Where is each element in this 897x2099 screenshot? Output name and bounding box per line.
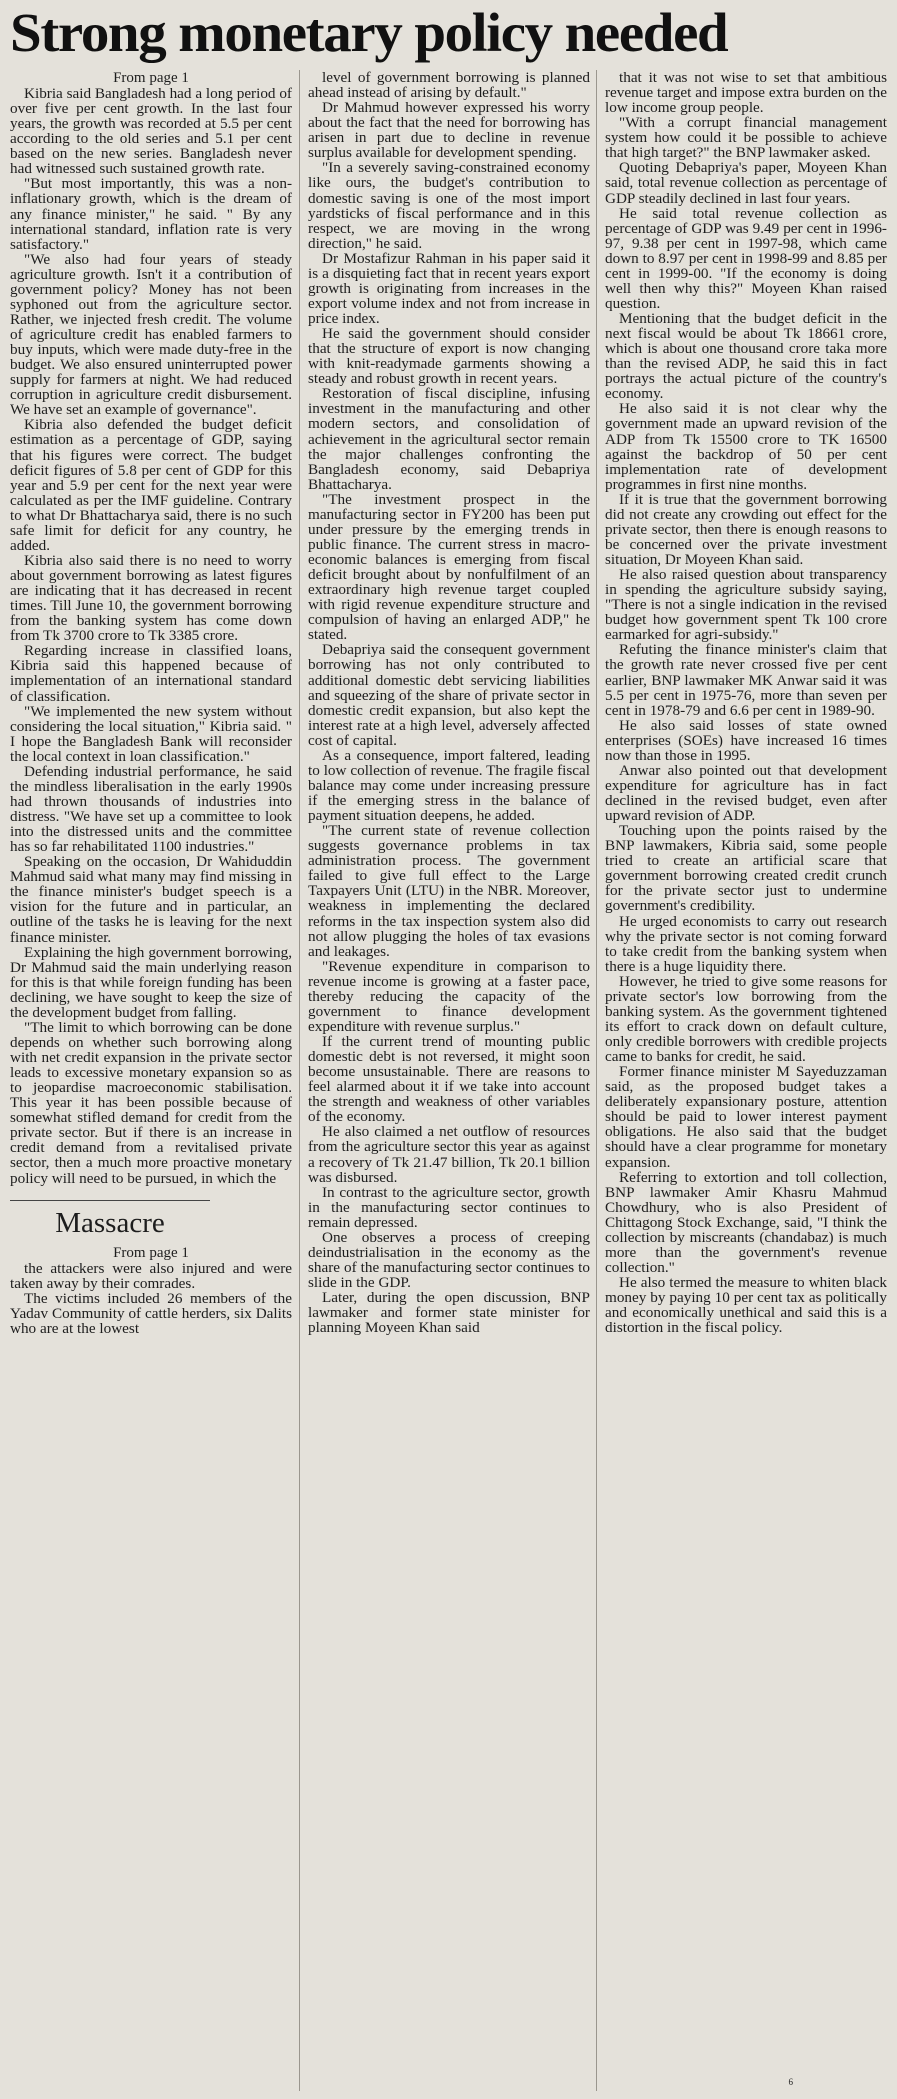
article-columns xyxy=(8,70,889,2091)
page-number: 6 xyxy=(788,2077,793,2087)
paragraph: Dr Mostafizur Rahman in his paper said it is a disquieting fact that in recent years export growth is originating from increases in the export volume index and not from increase in price index. xyxy=(308,249,590,327)
paragraph: Touching upon the points raised by the BNP lawmakers, Kibria said, some people tried to create an artificial scare that government borrowing created credit crunch for the private sector just to undermine government's credibility. xyxy=(605,822,887,915)
column-1-tail xyxy=(10,1261,292,1336)
dateline: From page 1 xyxy=(113,1244,189,1261)
column-rule xyxy=(596,70,597,2091)
paragraph: If the current trend of mounting public domestic debt is not reversed, it might soon become unsustainable. There are reasons to feel alarmed about it if we take into account the strength and weakness of other variables of the economy. xyxy=(308,1033,590,1126)
paragraph: The victims included 26 members of the Yadav Community of cattle herders, six Dalits who are at the lowest xyxy=(10,1289,292,1337)
paragraph: He said the government should consider that the structure of export is now changing with knit-readymade garments showing a steady and robust growth in recent years. xyxy=(308,325,590,388)
paragraph: Refuting the finance minister's claim that the growth rate never crossed five per cent earlier, BNP lawmaker MK Anwar said it was 5.5 per cent in 1975-76, more than seven per cent in 1978-79 and 6.6 per cent in 1989-90. xyxy=(605,641,887,719)
paragraph: He said total revenue collection as percentage of GDP was 9.49 per cent in 1996-97, 9.38 per cent in 1997-98, which came down to 8.97 per cent in 1998-99 and 8.85 per cent in 1999-00. "If the economy is doing well then why this?" Moyeen Khan raised question. xyxy=(605,204,887,312)
column-2 xyxy=(308,70,590,2091)
paragraph: Kibria said Bangladesh had a long period of over five per cent growth. In the last four years, the growth was recorded at 5.5 per cent according to the old series and 5.1 per cent based on the new series. Bangladesh never had witnessed such sustained growth rate. xyxy=(10,85,292,178)
paragraph: He also termed the measure to whiten black money by paying 10 per cent tax as politically and economically unethical and said this is a distortion in the fiscal policy. xyxy=(605,1274,887,1337)
dateline: From page 1 xyxy=(113,70,189,86)
paragraph: Defending industrial performance, he said the mindless liberalisation in the early 1990s had thrown thousands of industries into distress. "We have set up a committee to look into the distressed units and the committee has so far rehabilitated 1100 industries." xyxy=(10,762,292,856)
paragraph: As a consequence, import faltered, leading to low collection of revenue. The fragile fiscal balance may come under increasing pressure if the emerging stress in the balance of payment situation deepens, he added. xyxy=(308,746,590,825)
paragraph: "We implemented the new system without considering the local situation," Kibria said. " I hope the Bangladesh Bank will reconsider the local context in loan classification." xyxy=(10,702,292,765)
paragraph: "With a corrupt financial management system how could it be possible to achieve that high target?" the BNP lawmaker asked. xyxy=(605,114,887,162)
paragraph: He also raised question about transparency in spending the agriculture subsidy saying, "There is not a single indication in the revised budget how government spent Tk 100 crore earmarked for agri-subsidy." xyxy=(605,566,887,644)
paragraph: "We also had four years of steady agriculture growth. Isn't it a contribution of government policy? Money has not been syphoned out from the agriculture sector. Rather, we injected fresh credit. The volume of agriculture credit has enabled farmers to buy inputs, which were made duty-free in the budget. We also ensured uninterrupted power supply for farmers at night. We had reduced corruption in agriculture credit disbursement. We have set an example of governance". xyxy=(10,250,292,419)
paragraph: Former finance minister M Sayeduzzaman said, as the proposed budget takes a deliberately expansionary posture, attention should be paid to lower interest payment obligations. He also said that the budget should have a clear programme for monetary expansion. xyxy=(605,1063,887,1171)
paragraph: Kibria also defended the budget deficit estimation as a percentage of GDP, saying that his figures were correct. The budget deficit figures of 5.8 per cent of GDP for this year and 5.9 per cent for the next year were calculated as per the IMF guideline. Contrary to what Dr Bhattacharya said, there is no such safe limit for deficit for any country, he added. xyxy=(10,416,292,554)
paragraph: Anwar also pointed out that development expenditure for agriculture has in fact declined in the revised budget, even after upward revision of ADP. xyxy=(605,761,887,825)
paragraph: If it is true that the government borrowing did not create any crowding out effect for the private sector, then there is enough reasons to be concerned over the private investment situation, Dr Moyeen Khan said. xyxy=(605,490,887,568)
paragraph: Regarding increase in classified loans, Kibria said this happened because of implementation of an international standard of classification. xyxy=(10,642,292,705)
paragraph: "In a severely saving-constrained economy like ours, the budget's contribution to domestic saving is one of the most import yardsticks of fiscal performance and in this respect, we are moving in the wrong direction," he said. xyxy=(308,159,590,252)
paragraph: Mentioning that the budget deficit in the next fiscal would be about Tk 18661 crore, which is about one thousand crore taka more than the revised ADP, he said this in fact portrays the actual picture of the country's economy. xyxy=(605,310,887,403)
paragraph: Referring to extortion and toll collection, BNP lawmaker Amir Khasru Mahmud Chowdhury, who is also President of Chittagong Stock Exchange, said, "I think the collection by miscreants (chandabaz) is much more than the government's revenue collection." xyxy=(605,1168,887,1276)
paragraph: "But most importantly, this was a non-inflationary growth, which is the dream of any finance minister," he said. " By any international standard, inflation rate is very satisfactory." xyxy=(10,175,292,253)
column-3 xyxy=(605,70,887,2091)
subhead-massacre: Massacre xyxy=(10,1200,210,1239)
paragraph: "The limit to which borrowing can be done depends on whether such borrowing along with net credit expansion in the private sector leads to excessive monetary expansion so as to jeopardise macroeconomic stabilisation. This year it has been possible because of somewhat stifled demand for credit from the private sector. But if there is an increase in credit demand from a revitalised private sector, then a much more proactive monetary policy will need to be pursued, in which the xyxy=(10,1018,292,1187)
paragraph: "The current state of revenue collection suggests governance problems in tax administration process. The government failed to give full effect to the Large Taxpayers Unit (LTU) in the NBR. Moreover, weakness in implementing the declared reforms in the tax inspection system also did not allow plugging the holes of tax evasions and leakages. xyxy=(308,822,590,960)
paragraph: In contrast to the agriculture sector, growth in the manufacturing sector continues to remain depressed. xyxy=(308,1183,590,1231)
paragraph: Speaking on the occasion, Dr Wahiduddin Mahmud said what many may find missing in the finance minister's budget speech is a vision for the future and in particular, an outline of the tasks he is leaving for the next finance minister. xyxy=(10,853,292,946)
paragraph: He also said it is not clear why the government made an upward revision of the ADP from Tk 15500 crore to TK 16500 against the backdrop of 50 per cent implementation rate of development programmes in first nine months. xyxy=(605,400,887,493)
column-2-body xyxy=(308,70,590,1335)
column-1 xyxy=(10,70,292,2091)
headline: Strong monetary policy needed xyxy=(10,4,728,63)
paragraph: Dr Mahmud however expressed his worry about the fact that the need for borrowing has arisen in part due to decline in revenue surplus available for development spending. xyxy=(308,99,590,162)
newspaper-page xyxy=(8,4,889,2091)
paragraph: He also claimed a net outflow of resources from the agriculture sector this year as against a recovery of Tk 21.47 billion, Tk 20.1 billion was disbursed. xyxy=(308,1123,590,1186)
paragraph: One observes a process of creeping deindustrialisation in the economy as the share of the manufacturing sector continues to slide in the GDP. xyxy=(308,1228,590,1291)
paragraph: Quoting Debapriya's paper, Moyeen Khan said, total revenue collection as percentage of GDP steadily declined in last four years. xyxy=(605,159,887,207)
column-rule xyxy=(299,70,300,2091)
column-3-body xyxy=(605,70,887,1335)
paragraph: Kibria also said there is no need to worry about government borrowing as latest figures are indicating that it has decreased in recent times. Till June 10, the government borrowing from the banking system has come down from Tk 3700 crore to Tk 3385 crore. xyxy=(10,551,292,645)
paragraph: Explaining the high government borrowing, Dr Mahmud said the main underlying reason for this is that while foreign funding has been declining, we have sought to keep the size of the development budget from falling. xyxy=(10,943,292,1021)
paragraph: "Revenue expenditure in comparison to revenue income is growing at a faster pace, thereby reducing the capacity of the government to finance development expenditure with revenue surplus." xyxy=(308,957,590,1035)
paragraph: that it was not wise to set that ambitious revenue target and impose extra burden on the low income group people. xyxy=(605,70,887,117)
column-1-body xyxy=(10,86,292,1186)
paragraph: He also said losses of state owned enterprises (SOEs) have increased 16 times now than those in 1995. xyxy=(605,716,887,764)
paragraph: However, he tried to give some reasons for private sector's low borrowing from the banking system. As the government tightened its effort to crack down on default culture, only credible borrowers with credible projects came to banks for credit, he said. xyxy=(605,972,887,1066)
paragraph: the attackers were also injured and were taken away by their comrades. xyxy=(10,1259,292,1292)
paragraph: Restoration of fiscal discipline, infusing investment in the manufacturing and other modern sectors, and consolidation of achievement in the agricultural sector remain the major challenges confronting the Bangladesh economy, said Debapriya Bhattacharya. xyxy=(308,385,590,493)
paragraph: Later, during the open discussion, BNP lawmaker and former state minister for planning Moyeen Khan said xyxy=(308,1289,590,1337)
paragraph: "The investment prospect in the manufacturing sector in FY200 has been put under pressure by the emerging trends in public finance. The current stress in macro-economic balances is emerging from fiscal deficit brought about by nonfulfilment of an extraordinary high revenue target coupled with rigid revenue expenditure structure and compulsion of having an enlarged ADP," he stated. xyxy=(308,490,590,644)
paragraph: He urged economists to carry out research why the private sector is not coming forward to take credit from the banking system when there is a huge liquidity there. xyxy=(605,912,887,975)
paragraph: Debapriya said the consequent government borrowing has not only contributed to additional domestic debt servicing liabilities and squeezing of the share of private sector in domestic credit expansion, but also kept the interest rate at a high level, adversely affected cost of capital. xyxy=(308,641,590,749)
paragraph: level of government borrowing is planned ahead instead of arising by default." xyxy=(308,70,590,102)
